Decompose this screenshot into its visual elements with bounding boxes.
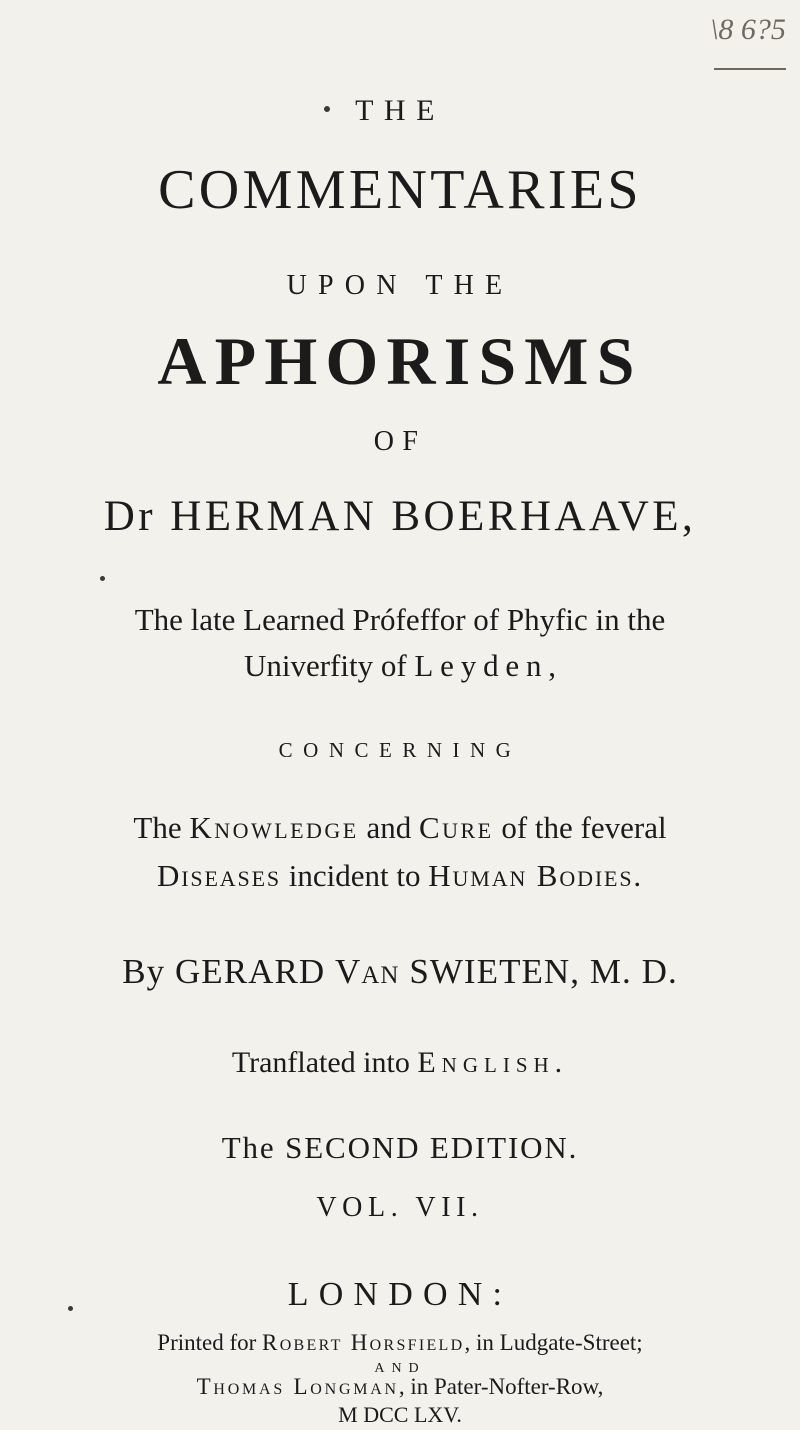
printer-longman: Thomas Longman [196,1374,399,1399]
stamp-underline [714,68,786,70]
printed-for: Printed for [157,1330,263,1355]
author-description-line1: The late Learned Prófeffor of Phyfic in the [134,602,666,637]
title-of: OF [373,426,427,457]
desc-prefix: Univerfity of [243,648,415,683]
translated-prefix: Tranflated into [231,1046,418,1079]
title-upon-the: UPON THE [286,270,514,301]
imprint-date: M DCC LXV. [338,1402,462,1427]
imprint-printer1 [0,1330,800,1356]
subject-the: The [133,810,190,845]
title-commentaries: COMMENTARIES [158,159,642,221]
printer2-address: , in Pater-Nofter-Row, [398,1374,604,1399]
author-description-line2 [0,648,800,684]
ornament-dot [324,106,330,112]
subject-and: and [358,810,419,845]
volume: VOL. VII. [316,1192,484,1223]
subject-line1 [0,810,800,846]
printer-horsfield: Robert Horsfield [262,1330,465,1355]
imprint-printer2 [0,1374,800,1400]
subject-human-bodies: Human Bodies. [428,858,644,893]
desc-suffix: , [548,648,557,683]
subject-line2 [0,858,800,894]
subject-diseases: Diseases [156,858,282,893]
by-suffix: SWIETEN, M. D. [399,952,678,991]
translated-language: English. [417,1046,569,1079]
imprint-and: AND [374,1361,426,1376]
translated-into [0,1046,800,1080]
title-aphorisms: APHORISMS [157,323,643,399]
ornament-dot [100,576,105,581]
author-name: Dr HERMAN BOERHAAVE, [103,493,697,540]
edition: The SECOND EDITION. [221,1130,579,1165]
imprint-city: LONDON: [287,1276,513,1313]
title-the: THE [355,94,445,127]
ornament-dot [68,1306,73,1311]
by-van: Van [334,952,400,991]
concerning: CONCERNING [278,738,522,762]
translator-credit [0,952,800,992]
subject-incident: incident to [281,858,429,893]
subject-knowledge: Knowledge [189,810,359,845]
subject-rest: of the feveral [493,810,667,845]
subject-cure: Cure [418,810,494,845]
by-prefix: By GERARD [122,952,335,991]
place-leyden: Leyden [414,648,549,683]
library-stamp: \8 6?5 [710,13,786,46]
printer1-address: , in Ludgate-Street; [464,1330,643,1355]
